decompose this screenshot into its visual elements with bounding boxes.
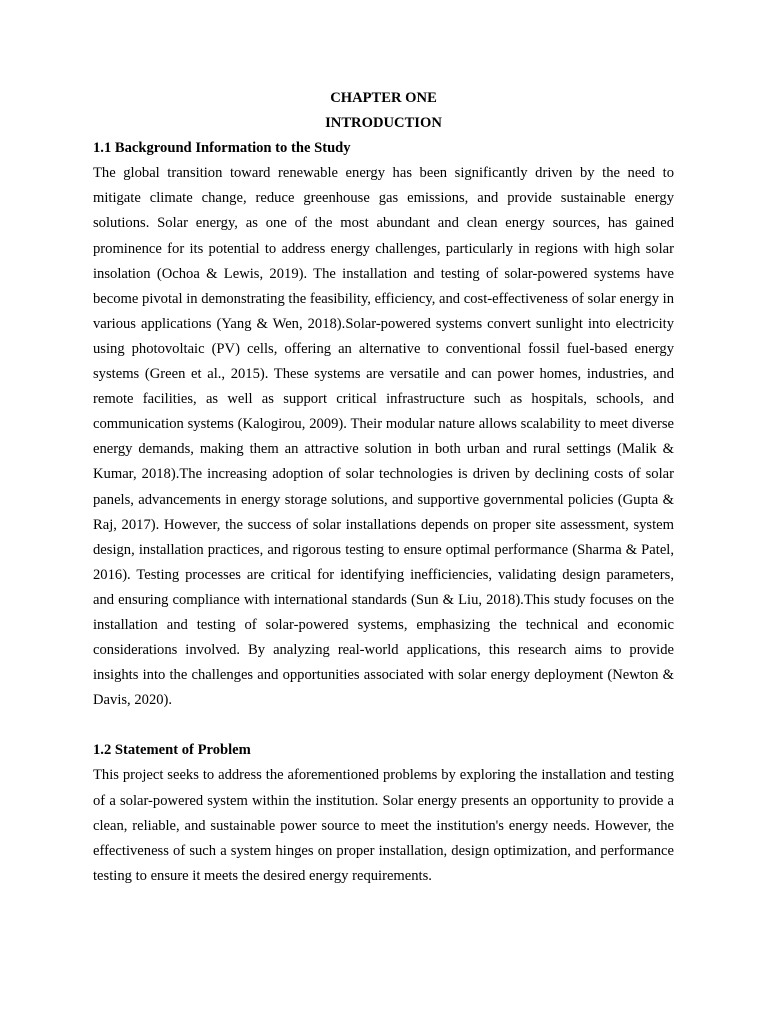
section-heading-problem: 1.2 Statement of Problem bbox=[93, 742, 251, 759]
section-heading-background: 1.1 Background Information to the Study bbox=[93, 140, 351, 157]
document-page bbox=[93, 86, 674, 889]
chapter-label: CHAPTER ONE bbox=[330, 90, 437, 106]
chapter-title: INTRODUCTION bbox=[325, 115, 442, 132]
paragraph-spacer bbox=[93, 713, 674, 738]
section-body-background: The global transition toward renewable energy has been significantly driven by the need to mitigate climate change, reduce greenhouse gas emissions, and provide sustainable energy solutions. Solar energy, as one of the most abundant and clean energy sources, has gained prominence for its potential to address energy challenges, particularly in regions with high solar insolation (Ochoa & Lewis, 2019). The installation and testing of solar-powered systems have become pivotal in demonstrating the feasibility, efficiency, and cost-effectiveness of solar energy in various applications (Yang & Wen, 2018).Solar-powered systems convert sunlight into electricity using photovoltaic (PV) cells, offering an alternative to conventional fossil fuel-based energy systems (Green et al., 2015). These systems are versatile and can power homes, industries, and remote facilities, as well as support critical infrastructure such as hospitals, schools, and communication systems (Kalogirou, 2009). Their modular nature allows scalability to meet diverse energy demands, making them an attractive solution in both urban and rural settings (Malik & Kumar, 2018).The increasing adoption of solar technologies is driven by declining costs of solar panels, advancements in energy storage solutions, and supportive governmental policies (Gupta & Raj, 2017). However, the success of solar installations depends on proper site assessment, system design, installation practices, and rigorous testing to ensure optimal performance (Sharma & Patel, 2016). Testing processes are critical for identifying inefficiencies, validating design parameters, and ensuring compliance with international standards (Sun & Liu, 2018).This study focuses on the installation and testing of solar-powered systems, emphasizing the technical and economic considerations involved. By analyzing real-world applications, this research aims to provide insights into the challenges and opportunities associated with solar energy deployment (Newton & Davis, 2020). bbox=[93, 165, 674, 709]
section-body-problem: This project seeks to address the aforementioned problems by exploring the installation and testing of a solar-powered system within the institution. Solar energy presents an opportunity to provide a clean, reliable, and sustainable power source to meet the institution's energy needs. However, the effectiveness of such a system hinges on proper installation, design optimization, and performance testing to ensure it meets the desired energy requirements. bbox=[93, 767, 674, 884]
